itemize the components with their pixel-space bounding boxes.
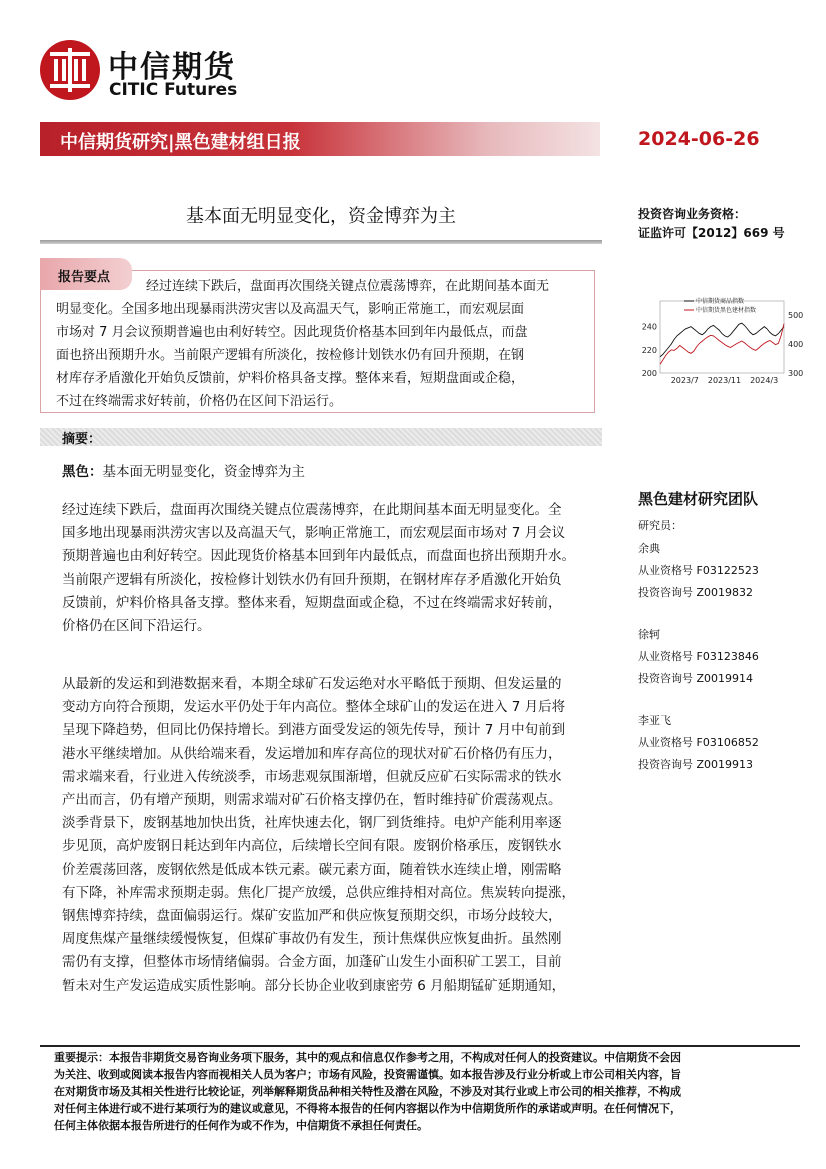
- member-advisory-id: 投资咨询号 Z0019913: [638, 758, 754, 771]
- series-line-0: [660, 323, 784, 357]
- y-left-tick-label: 220: [641, 345, 657, 355]
- disclaimer-line: 对任何主体进行或不进行某项行为的建议或意见，不得将本报告的任何内容据以作为中信期货所作的承诺或声明。在任何情况下，: [54, 1102, 681, 1115]
- x-tick-label: 2023/11: [707, 376, 742, 385]
- y-right-tick-label: 300: [788, 369, 804, 378]
- y-right-tick-label: 400: [788, 340, 804, 349]
- legend-label-0: 中信期货商品指数: [696, 298, 745, 305]
- summary-para2-line: 需求端来看，行业进入传统淡季，市场悲观氛围渐增，但就反应矿石实际需求的铁水: [62, 768, 562, 785]
- summary-para2-line: 淡季背景下，废钢基地加快出货，社库快速去化，钢厂到货维持。电炉产能利用率逐: [62, 815, 562, 832]
- report-type-text: 中信期货研究|黑色建材组日报: [60, 132, 301, 153]
- citic-futures-logo: [38, 38, 258, 102]
- member-advisory-id: 投资咨询号 Z0019914: [638, 672, 754, 685]
- member-practice-id: 从业资格号 F03123846: [638, 650, 759, 663]
- summary-para2-line: 港水平继续增加。从供给端来看，发运增加和库存高位的现状对矿石价格仍有压力，: [62, 745, 562, 762]
- summary-para2-line: 产出而言，仍有增产预期，则需求端对矿石价格支撑仍在，暂时维持矿价震荡观点。: [62, 792, 562, 808]
- disclaimer-line: 重要提示：本报告非期货交易咨询业务项下服务，其中的观点和信息仅作参考之用，不构成对任何人的投资建议。中信期货不会因: [54, 1051, 681, 1064]
- logo-en: CITIC Futures: [109, 80, 238, 100]
- summary-para2-line: 变动方向符合预期，发运水平仍处于年内高位。整体全球矿山的发运在进入 7 月后将: [62, 699, 566, 716]
- y-left-tick-label: 240: [641, 322, 657, 332]
- summary-headline: [62, 461, 305, 484]
- summary-para2-line: 暂未对生产发运造成实质性影响。部分长协企业收到康密劳 6 月船期锰矿延期通知，: [62, 977, 566, 994]
- summary-para1-line: 国多地出现暴雨洪涝灾害以及高温天气，影响正常施工，而宏观层面市场对 7 月会议: [62, 525, 566, 542]
- price-index-chart: [636, 295, 816, 395]
- summary-para2-line: 价差震荡回落，废钢依然是低成本铁元素。碳元素方面，随着铁水连续止增，刚需略: [62, 861, 562, 878]
- member-name: 余典: [638, 542, 660, 555]
- member-advisory-id: 投资咨询号 Z0019832: [638, 586, 754, 599]
- summary-para2-line: 需仍有支撑，但整体市场情绪偏弱。合金方面，加蓬矿山发生小面积矿工罢工，目前: [62, 954, 562, 971]
- summary-para1-line: 经过连续下跌后，盘面再次围绕关键点位震荡博弈，在此期间基本面无明显变化。全: [62, 502, 562, 518]
- title-divider: [40, 240, 602, 244]
- key-point-line: 市场对 7 月会议预期普遍也由利好转空。因此现货价格基本回到年内最低点，而盘: [56, 325, 528, 340]
- citic-logo-icon: [38, 38, 102, 102]
- summary-para2-line: 钢焦博弈持续，盘面偏弱运行。煤矿安监加严和供应恢复预期交织，市场分歧较大，: [62, 908, 562, 924]
- summary-para2-line: 周度焦煤产量继续缓慢恢复，但煤矿事故仍有发生，预计焦煤供应恢复曲折。虽然刚: [62, 931, 562, 948]
- summary-para2-line: 呈现下降趋势，但同比仍保持增长。到港方面受发运的领先传导，预计 7 月中旬前到: [62, 722, 566, 739]
- key-point-line: 面也挤出预期升水。当前限产逻辑有所淡化，按检修计划铁水仍有回升预期，在钢: [56, 348, 525, 363]
- summary-para1-line: 预期普遍也由利好转空。因此现货价格基本回到年内最低点，而盘面也挤出预期升水。: [62, 548, 575, 565]
- summary-header-bar: [40, 428, 602, 446]
- logo-cn: 中信期货: [108, 50, 236, 85]
- y-right-tick-label: 500: [788, 311, 804, 320]
- headline-text: 基本面无明显变化，资金博弈为主: [102, 464, 305, 480]
- key-points-tab: [40, 258, 132, 290]
- qualification-block: [638, 205, 785, 243]
- x-tick-label: 2023/7: [670, 376, 699, 385]
- chart-legend: [684, 297, 756, 314]
- team-title: 黑色建材研究团队: [638, 490, 759, 508]
- report-type-banner: [40, 122, 600, 156]
- summary-para1-line: 反馈前，炉料价格具备支撑。整体来看，短期盘面或企稳，不过在终端需求好转前，: [62, 594, 562, 611]
- member-name: 李亚飞: [638, 714, 671, 727]
- qualification-line-1: 投资咨询业务资格：: [638, 207, 747, 221]
- x-tick-label: 2024/3: [750, 376, 779, 385]
- summary-para2-line: 从最新的发运和到港数据来看，本期全球矿石发运绝对水平略低于预期、但发运量的: [62, 676, 562, 692]
- disclaimer-line: 在对期货市场及其相关性进行比较论证，列举解释期货品种相关特性及潜在风险，不涉及对其行业或上市公司的相关推荐，不构成: [54, 1085, 681, 1098]
- member-practice-id: 从业资格号 F03122523: [638, 564, 759, 577]
- legend-label-1: 中信期货黑色建材指数: [696, 307, 757, 314]
- member-practice-id: 从业资格号 F03106852: [638, 736, 759, 749]
- member-name: 徐轲: [638, 628, 660, 641]
- y-left-tick-label: 200: [641, 369, 657, 378]
- series-line-1: [660, 324, 784, 365]
- summary-para2-line: 步见顶，高炉废钢日耗达到年内高位，后续增长空间有限。废钢价格承压，废钢铁水: [62, 838, 562, 855]
- key-point-line: 经过连续下跌后，盘面再次围绕关键点位震荡博弈，在此期间基本面无: [146, 279, 550, 294]
- team-role: 研究员：: [638, 519, 682, 532]
- key-point-line: 明显变化。全国多地出现暴雨洪涝灾害以及高温天气，影响正常施工，而宏观层面: [56, 302, 525, 317]
- report-title: 基本面无明显变化，资金博弈为主: [186, 206, 456, 227]
- key-point-line: 材库存矛盾激化开始负反馈前，炉料价格具备支撑。整体来看，短期盘面或企稳，: [56, 371, 525, 386]
- key-points-label: 报告要点: [58, 270, 111, 285]
- disclaimer-line: 任何主体依据本报告所进行的任何作为或不作为，中信期货不承担任何责任。: [54, 1119, 428, 1132]
- report-date: 2024-06-26: [638, 128, 760, 150]
- headline-sector: 黑色：: [62, 464, 103, 480]
- summary-para2-line: 有下降，补库需求预期走弱。焦化厂提产放缓，总供应维持相对高位。焦炭转向提涨，: [62, 884, 575, 901]
- qualification-line-2: 证监许可【2012】669 号: [638, 226, 785, 240]
- key-point-line: 不过在终端需求好转前，价格仍在区间下沿运行。: [56, 394, 343, 409]
- disclaimer-divider: [40, 1045, 800, 1047]
- summary-para1-line: 价格仍在区间下沿运行。: [62, 618, 211, 634]
- summary-para1-line: 当前限产逻辑有所淡化，按检修计划铁水仍有回升预期，在钢材库存矛盾激化开始负: [62, 571, 562, 588]
- summary-label: 摘要：: [62, 432, 102, 447]
- disclaimer-line: 为关注、收到或阅读本报告内容而视相关人员为客户；市场有风险，投资需谨慎。如本报告涉及行业分析或上市公司相关内容，旨: [54, 1068, 681, 1081]
